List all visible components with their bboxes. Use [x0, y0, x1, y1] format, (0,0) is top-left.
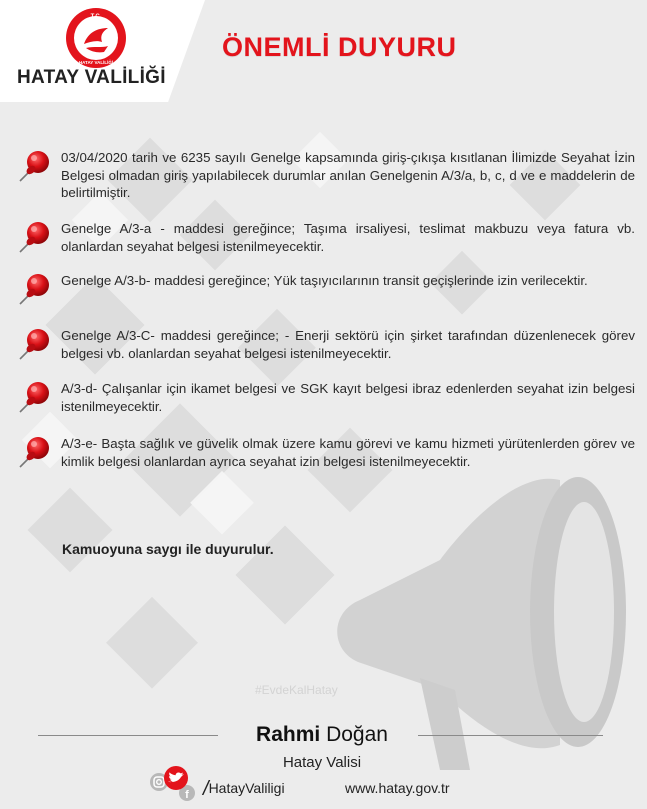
signer-last-name: Doğan: [326, 723, 388, 746]
social-handle-text: HatayValiligi: [208, 780, 285, 796]
signer-name: [222, 723, 422, 747]
signature-divider-right: [418, 735, 603, 736]
pushpin-icon: [18, 218, 54, 254]
governorship-emblem-icon: [64, 6, 128, 70]
svg-text:f: f: [185, 789, 189, 801]
emblem-bottom-text: HATAY VALİLİĞİ: [78, 60, 114, 65]
closing-statement: Kamuoyuna saygı ile duyurulur.: [62, 541, 274, 557]
announcement-text: Genelge A/3-a - maddesi gereğince; Taşıma irsaliyesi, teslimat makbuzu veya fatura vb. olanlardan seyahat belgesi istenilmeyecektir.: [61, 221, 635, 254]
emblem-top-text: T.C.: [90, 14, 102, 20]
social-icons: [148, 762, 204, 802]
pushpin-icon: [18, 147, 54, 183]
announcement-text: Genelge A/3-C- maddesi gereğince; - Enerji sektörü için şirket tarafından düzenlenecek görev belgesi vb. olanlardan seyahat belgesi istenilmeyecektir.: [61, 328, 635, 361]
announcement-text: A/3-e- Başta sağlık ve güvelik olmak üzere kamu görevi ve kamu hizmeti yürütenlerden görev ve kimlik belgesi olanlardan ayrıca seyahat izin belgesi istenilmeyecektir.: [61, 436, 635, 469]
pushpin-icon: [18, 378, 54, 414]
pushpin-icon: [18, 325, 54, 361]
org-name: HATAY VALİLİĞİ: [17, 67, 166, 88]
handle-slash: /: [203, 778, 209, 800]
announcement-text: A/3-d- Çalışanlar için ikamet belgesi ve SGK kayıt belgesi ibraz edenlerden seyahat izin belgesi istenilmeyecektir.: [61, 381, 635, 414]
page-title: ÖNEMLİ DUYURU: [222, 32, 457, 62]
website-link[interactable]: www.hatay.gov.tr: [345, 780, 450, 796]
pushpin-icon: [18, 270, 54, 306]
watermark-hashtag: #EvdeKalHatay: [255, 683, 338, 697]
announcement-text: 03/04/2020 tarih ve 6235 sayılı Genelge kapsamında giriş-çıkışa kısıtlanan İlimizde Seyahat İzin Belgesi olmadan giriş yapılabilecek durumlar anılan Genelgenin A/3/a, b, c, d ve e maddelerin de belirtilmiştir.: [61, 150, 635, 200]
signature-divider-left: [38, 735, 218, 736]
announcement-text: Genelge A/3-b- maddesi gereğince; Yük taşıyıcılarının transit geçişlerinde izin verilecektir.: [61, 273, 588, 288]
twitter-icon[interactable]: [164, 766, 188, 790]
signer-first-name: Rahmi: [256, 723, 321, 746]
signer-title: Hatay Valisi: [282, 754, 362, 771]
pushpin-icon: [18, 433, 54, 469]
social-handle[interactable]: [203, 778, 285, 801]
